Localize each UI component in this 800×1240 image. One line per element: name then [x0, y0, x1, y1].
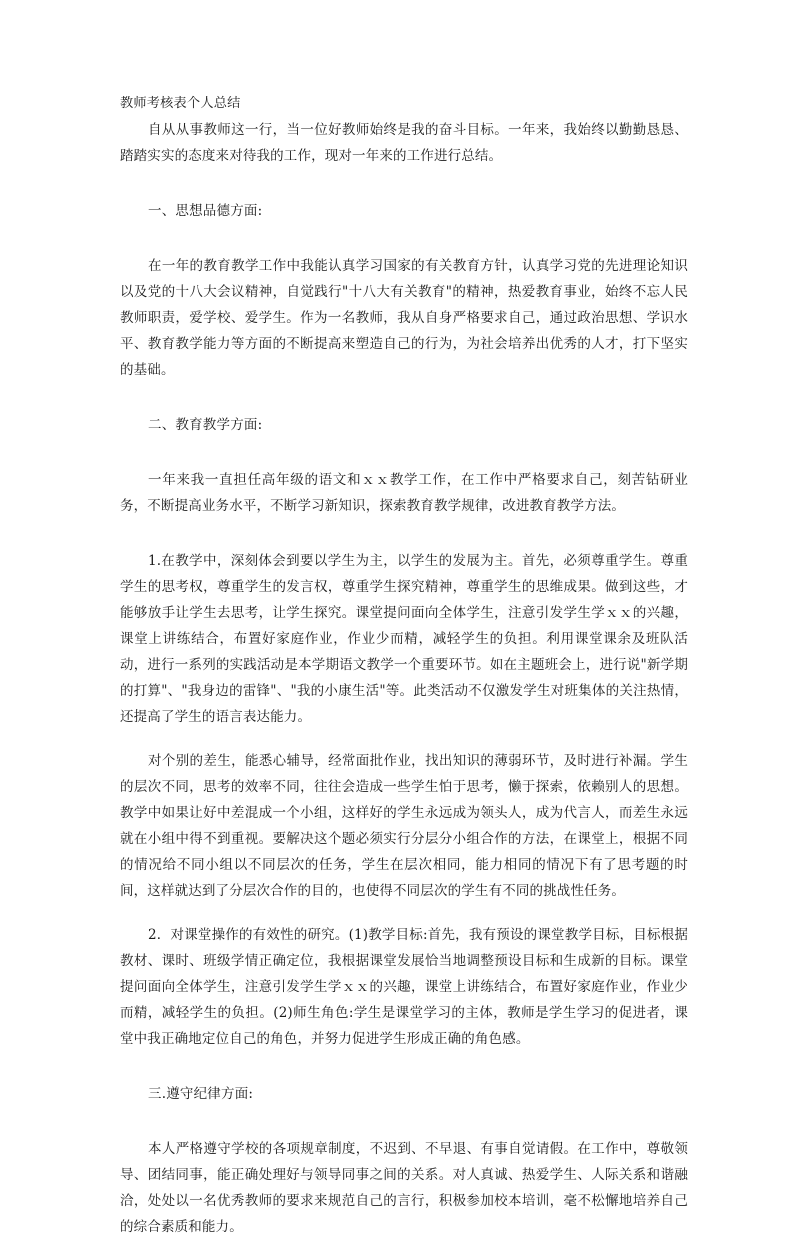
- spacer: [120, 519, 688, 548]
- spacer: [120, 1052, 688, 1081]
- section2-paragraph-2: 1.在教学中，深刻体会到要以学生为主，以学生的发展为主。首先，必须尊重学生。尊重学生的思考权，尊重学生的发言权，尊重学生探究精神，尊重学生的思维成果。做到这些，才能够放手让学生去思考，让学生探究。课堂提问面向全体学生，注意引发学生学ｘｘ的兴趣，课堂上讲练结合，布置好家庭作业，作业少而精，减轻学生的负担。利用课堂课余及班队活动，进行一系列的实践活动是本学期语文教学一个重要环节。如在主题班会上，进行说"新学期的打算"、"我身边的雷锋"、"我的小康生活"等。此类活动不仅激发学生对班集体的关注热情，还提高了学生的语言表达能力。: [120, 553, 688, 725]
- section2-paragraph-4: 2．对课堂操作的有效性的研究。(1)教学目标:首先，我有预设的课堂教学目标，目标根据教材、课时、班级学情正确定位，我根据课堂发展恰当地调整预设目标和生成新的目标。课堂提问面向全体学生，注意引发学生学ｘｘ的兴趣，课堂上讲练结合，布置好家庭作业，作业少而精，减轻学生的负担。(2)师生角色:学生是课堂学习的主体，教师是学生学习的促进者，课堂中我正确地定位自己的角色，并努力促进学生形成正确的角色感。: [120, 927, 688, 1047]
- spacer: [120, 438, 688, 467]
- section-heading-2: 二、教育教学方面:: [148, 417, 263, 433]
- section2-paragraph-3: 对个别的差生，能悉心辅导，经常面批作业，找出知识的薄弱环节，及时进行补漏。学生的层次不同，思考的效率不同，往往会造成一些学生怕于思考，懒于探索，依赖别人的思想。教学中如果让好中差混成一个小组，这样好的学生永远成为领头人，成为代言人，而差生永远就在小组中得不到重视。要解决这个题必须实行分层分小组合作的方法，在课堂上，根据不同的情况给不同小组以不同层次的任务，学生在层次相同，能力相同的情况下有了思考题的时间，这样就达到了分层次合作的目的，也使得不同层次的学生有不同的挑战性任务。: [120, 753, 688, 899]
- spacer: [120, 904, 688, 922]
- document-title: 教师考核表个人总结: [120, 96, 241, 111]
- spacer: [120, 383, 688, 412]
- spacer: [120, 169, 688, 198]
- spacer: [120, 1107, 688, 1136]
- section3-paragraph-1: 本人严格遵守学校的各项规章制度，不迟到、不早退、有事自觉请假。在工作中，尊敬领导、团结同事，能正确处理好与领导同事之间的关系。对人真诚、热爱学生、人际关系和谐融洽，处处以一名优秀教师的要求来规范自己的言行，积极参加校本培训，毫不松懈地培养自己的综合素质和能力。: [120, 1141, 688, 1235]
- section-heading-3: 三.遵守纪律方面:: [148, 1086, 254, 1102]
- intro-paragraph: 自从从事教师这一行，当一位好教师始终是我的奋斗目标。一年来，我始终以勤勤恳恳、踏踏实实的态度来对待我的工作，现对一年来的工作进行总结。: [120, 122, 688, 164]
- section2-paragraph-1: 一年来我一直担任高年级的语文和ｘｘ教学工作，在工作中严格要求自己，刻苦钻研业务，不断提高业务水平，不断学习新知识，探索教育教学规律，改进教育教学方法。: [120, 472, 688, 514]
- document-body: [120, 94, 688, 1240]
- spacer: [120, 730, 688, 748]
- section-heading-1: 一、思想品德方面:: [148, 203, 263, 219]
- section1-paragraph-1: 在一年的教育教学工作中我能认真学习国家的有关教育方针，认真学习党的先进理论知识以及党的十八大会议精神，自觉践行"十八大有关教育"的精神，热爱教育事业，始终不忘人民教师职责，爱学校、爱学生。作为一名教师，我从自身严格要求自己，通过政治思想、学识水平、教育教学能力等方面的不断提高来塑造自己的行为，为社会培养出优秀的人才，打下坚实的基础。: [120, 258, 688, 378]
- spacer: [120, 224, 688, 253]
